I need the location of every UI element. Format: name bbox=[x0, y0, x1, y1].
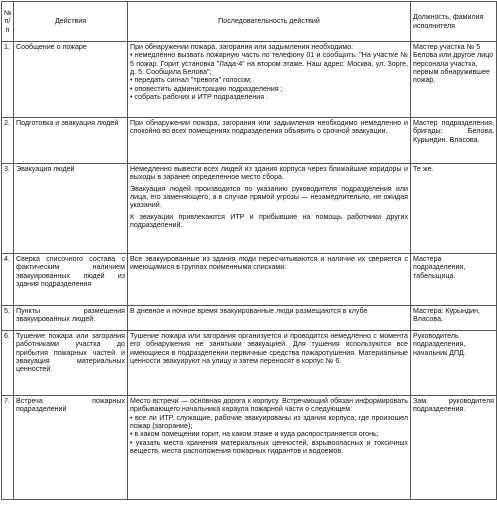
table-row bbox=[2, 164, 497, 254]
row-action: Пункты размещения эвакуированных людей. bbox=[14, 306, 128, 331]
row-sequence: Все эвакуированные из здания люди пересчитываются и наличие их сверяется с имеющимися в группах поименными списками. bbox=[128, 254, 411, 306]
row-action: Эвакуация людей bbox=[14, 164, 128, 254]
sequence-bullet: • передать сигнал "тревога" голосом; bbox=[130, 76, 408, 84]
sequence-paragraph: Эвакуация людей производится по указанию руководителя подразделения или лица, его заменяющего, а в случае прямой угрозы — незамедлительно, не ожидая указаний. bbox=[130, 184, 408, 210]
row-number: 6. bbox=[2, 331, 14, 396]
row-number: 1. bbox=[2, 42, 14, 118]
sequence-intro: При обнаружении пожара, загорания или задымления необходимо: bbox=[130, 43, 354, 51]
row-sequence: При обнаружении пожара, загорания или задымления необходимо немедленно и спокойно во всех помещениях подразделения объявить о срочной эвакуации. bbox=[128, 118, 411, 164]
row-executor: Мастера: Курындин, Власова. bbox=[411, 306, 497, 331]
header-sequence: Последовательность действий bbox=[128, 2, 411, 42]
row-executor: Зам. руководителя подразделения. bbox=[411, 396, 497, 500]
evacuation-plan-table bbox=[1, 1, 497, 500]
row-number: 5. bbox=[2, 306, 14, 331]
sequence-bullet: • собрать рабочих и ИТР подразделения . bbox=[130, 93, 408, 101]
row-action: Подготовка и эвакуация людей bbox=[14, 118, 128, 164]
row-action: Встреча пожарных подразделений bbox=[14, 396, 128, 500]
sequence-intro: Место встречи — основная дорога к корпусу. Встречающий обязан информировать прибывающего начальника караула пожарной части о следующем: bbox=[130, 397, 408, 414]
row-sequence bbox=[128, 42, 411, 118]
row-number: 3. bbox=[2, 164, 14, 254]
row-number: 2. bbox=[2, 118, 14, 164]
sequence-bullet: • оповестить администрацию подразделения ; bbox=[130, 85, 408, 93]
table-header-row bbox=[2, 2, 497, 42]
sequence-paragraph: К эвакуации привлекаются ИТР и прибывшие на помощь работники других подразделений. bbox=[130, 212, 408, 230]
table-row bbox=[2, 396, 497, 500]
table-row bbox=[2, 331, 497, 396]
table-row bbox=[2, 118, 497, 164]
sequence-bullet: • немедленно вызвать пожарную часть по телефону 01 и сообщить: "На участке № 5 пожар. Горит установка "Лада-4" на втором этаже. Наш адрес: Москва, ул. Зорге, д. 5. Сообщила Белова"; bbox=[130, 51, 408, 76]
row-executor: Мастер участка № 5 Белова или другое лицо персонала участка, первым обнаружившее пожар. bbox=[411, 42, 497, 118]
row-executor: Те же. bbox=[411, 164, 497, 254]
row-action: Сверка списочного состава с фактическим наличием эвакуированных людей из здания подразделения bbox=[14, 254, 128, 306]
row-action: Тушение пожара или загорания работниками участка до прибытия пожарных частей и эвакуация материальных ценностей. bbox=[14, 331, 128, 396]
header-executor: Должность, фамилия исполнителя bbox=[411, 2, 497, 42]
table-row bbox=[2, 254, 497, 306]
row-action: Сообщение о пожаре bbox=[14, 42, 128, 118]
table-row bbox=[2, 306, 497, 331]
header-number: № п/п bbox=[2, 2, 14, 42]
sequence-bullet: • указать места хранения материальных ценностей, взрывоопасных и токсичных веществ, места расположения пожарных гидрантов и водоемов. bbox=[130, 439, 408, 456]
row-executor: Мастер подразделения, бригады: Белова, Курындин. Власова. bbox=[411, 118, 497, 164]
row-number: 7. bbox=[2, 396, 14, 500]
row-sequence bbox=[128, 164, 411, 254]
table-row bbox=[2, 42, 497, 118]
header-action: Действия bbox=[14, 2, 128, 42]
sequence-paragraph: Немедленно вывести всех людей из здания корпуса через ближайшие коридоры и выходы в заранее определенное место сбора. bbox=[130, 165, 408, 182]
row-executor: Мастера подразделения, табельщица. bbox=[411, 254, 497, 306]
sequence-bullet: • в каком помещении горит, на каком этаже и куда распространяется огонь; bbox=[130, 430, 408, 438]
row-sequence: В дневное и ночное время эвакуированные люди размещаются в клубе bbox=[128, 306, 411, 331]
row-sequence: Тушение пожара или загорания организуется и проводится немедленно с момента его обнаружения не занятыми эвакуацией. Для тушения используются все имеющиеся в подразделении первичные средства пожаротушения. Материальные ценности эвакуируют на улицу и затем переносят в корпус № 6. bbox=[128, 331, 411, 396]
row-sequence bbox=[128, 396, 411, 500]
row-number: 4. bbox=[2, 254, 14, 306]
sequence-bullet: • все ли ИТР, служащие, рабочие эвакуированы из здания корпуса; где произошел пожар (загорание); bbox=[130, 414, 408, 431]
row-executor: Руководитель подразделения, начальник ДПД. bbox=[411, 331, 497, 396]
